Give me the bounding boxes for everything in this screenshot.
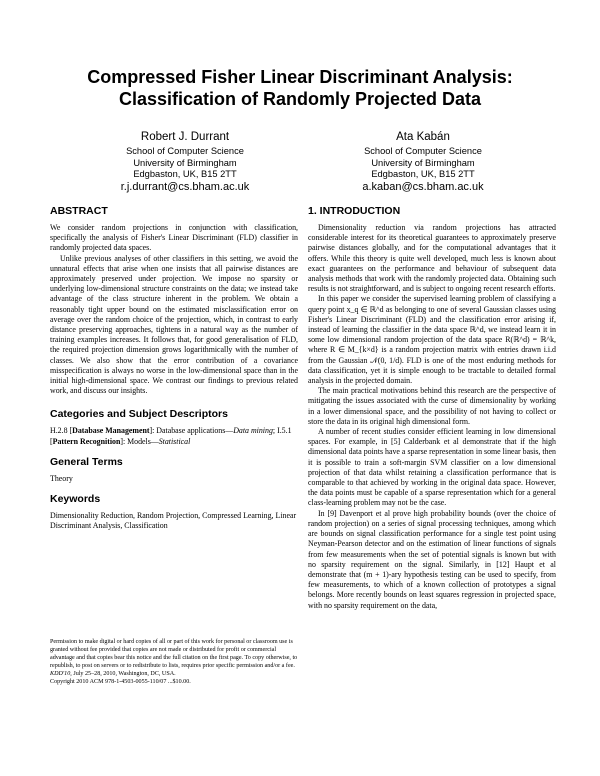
intro-paragraph-3: The main practical motivations behind this research are the perspective of mitigating the issues associated with the curse of dimensionality by working in a lower dimensional space, and the possibility of not having to collect or store the data in its original high dimensional form. <box>308 386 556 426</box>
intro-paragraph-5: In [9] Davenport et al prove high probability bounds (over the choice of random projection) on a series of signal processing techniques, among which are bounds on signal classification performance for a single test point using Neyman-Pearson detector and on the estimation of linear functions of signals from few measurements when the set of potential signals is known but with no sparsity requirement on the signal. Similarly, in [12] Haupt et al demonstrate that (m + 1)-ary hypothesis testing can be used to specify, from few measurements, to which of a known collection of prototypes a signal belongs. More recently bounds on least squares regression in projected space, with no sparsity requirement on the data, <box>308 508 556 610</box>
category-code: ; I.5.1 [ <box>50 426 292 446</box>
title-line-1: Compressed Fisher Linear Discriminant Analysis: <box>87 67 513 87</box>
venue-name: KDD'10, <box>50 671 72 677</box>
abstract-paragraph-2: Unlike previous analyses of other classifiers in this setting, we avoid the unnatural effects that arise when one insists that all pairwise distances are approximately preserved under projection. We impose no sparsity or underlying low-dimensional structure constraints on the data; we instead take advantage of the class structure inherent in the problem. We obtain a reasonably tight upper bound on the estimated misclassification error on average over the random choice of the projection, which, in contrast to early distance preserving approaches, tightens in a natural way as the number of training examples increases. It follows that, for good generalisation of FLD, the required projection dimension grows logarithmically with the number of classes. We also show that the error contribution of a covariance misspecification is always no worse in the low-dimensional space than in the initial high-dimensional space. We contrast our findings to previous related work, and discuss our insights. <box>50 253 298 396</box>
category-topic: Statistical <box>158 436 191 446</box>
author-univ: University of Birmingham <box>133 157 237 168</box>
general-terms-heading: General Terms <box>50 455 123 468</box>
category-sub: ]: Models— <box>120 436 159 446</box>
categories-heading: Categories and Subject Descriptors <box>50 408 228 421</box>
intro-paragraph-1: Dimensionality reduction via random projections has attracted considerable interest for its theoretical guarantees to approximately preserve pairwise distances globally, and for the computational advantages that it offers. While this theory is quite well developed, much less is known about exact guarantees on the performance and behaviour of subsequent data analysis methods that work with the randomly projected data. Obtaining such results is not straightforward, and is subject to ongoing recent research efforts. <box>308 223 556 294</box>
author-name: Ata Kabán <box>396 131 450 143</box>
venue-line <box>50 670 298 678</box>
author-block-1 <box>70 130 300 194</box>
abstract-heading: ABSTRACT <box>50 205 108 217</box>
categories-text <box>50 426 298 446</box>
keywords-heading: Keywords <box>50 493 101 506</box>
author-addr: Edgbaston, UK, B15 2TT <box>133 169 237 179</box>
introduction-heading: 1. INTRODUCTION <box>308 205 401 217</box>
general-terms-text: Theory <box>50 473 73 483</box>
author-dept: School of Computer Science <box>364 146 482 156</box>
category-name: Pattern Recognition <box>52 436 121 446</box>
venue-date: July 25–28, 2010, Washington, DC, USA. <box>71 671 176 677</box>
paper-title <box>40 66 560 110</box>
copyright-footnote <box>50 638 298 686</box>
title-line-2: Classification of Randomly Projected Data <box>118 89 482 109</box>
intro-paragraph-2: In this paper we consider the supervised learning problem of classifying a query point x_q ∈ ℝ^d as belonging to one of several Gaussian classes using Fisher's Linear Discriminant (FLD) and the classification error arising if, instead of learning the classifier in the data space ℝ^d, we instead learn it in some low dimensional random projection of the data space R(ℝ^d) = ℝ^k, where R ∈ M_{k×d} is a random projection matrix with entries drawn i.i.d from the Gaussian 𝒩(0, 1/d). FLD is one of the most enduring methods for data classification, yet it is simple enough to be tractable to detailed formal analysis in the projected domain. <box>308 294 556 386</box>
abstract-paragraph-1: We consider random projections in conjunction with classification, specifically the analysis of Fisher's Linear Discriminant (FLD) classifier in randomly projected data spaces. <box>50 223 298 253</box>
author-email: r.j.durrant@cs.bham.ac.uk <box>120 180 250 193</box>
category-sub: ]: Database applications— <box>149 426 234 436</box>
author-addr: Edgbaston, UK, B15 2TT <box>371 169 475 179</box>
copyright-line: Copyright 2010 ACM 978-1-4503-0055-110/07 ...$10.00. <box>50 679 191 685</box>
author-dept: School of Computer Science <box>126 146 244 156</box>
right-column <box>308 205 556 611</box>
author-block-2 <box>308 130 538 194</box>
category-topic: Data mining <box>233 426 273 436</box>
category-code: H.2.8 [ <box>50 426 73 436</box>
category-name: Database Management <box>72 426 150 436</box>
intro-paragraph-4: A number of recent studies consider efficient learning in low dimensional spaces. For example, in [5] Calderbank et al demonstrate that if the high dimensional data points have a sparse representation in some linear basis, then it is possible to train a soft-margin SVM classifier on a low dimensional projection of that data whilst retaining a classification performance that is comparable to that achieved by working in the original data space. However, the data points must be capable of a sparse representation which for a general class-learning problem may not be the case. <box>308 427 556 508</box>
permission-notice: Permission to make digital or hard copies of all or part of this work for personal or classroom use is granted without fee provided that copies are not made or distributed for profit or commercial advantage and that copies bear this notice and the full citation on the first page. To copy otherwise, to republish, to post on servers or to redistribute to lists, requires prior specific permission and/or a fee. <box>50 639 298 669</box>
author-email: a.kaban@cs.bham.ac.uk <box>362 180 484 193</box>
author-univ: University of Birmingham <box>371 157 475 168</box>
keywords-text: Dimensionality Reduction, Random Projection, Compressed Learning, Linear Discriminant Analysis, Classification <box>50 511 297 531</box>
left-column <box>50 205 298 531</box>
author-name: Robert J. Durrant <box>140 131 230 143</box>
